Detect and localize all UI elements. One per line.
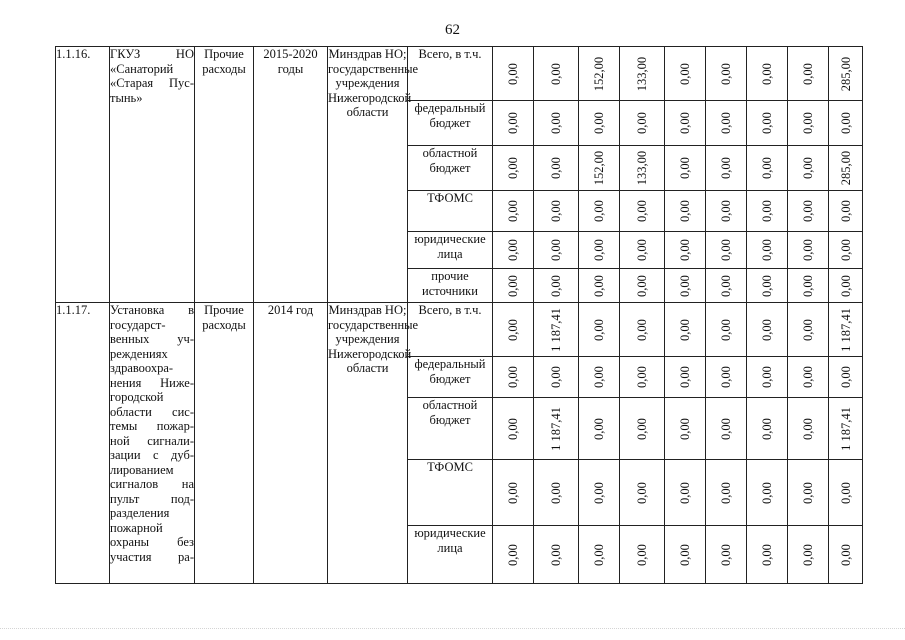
funding-value: 0,00 <box>759 318 774 341</box>
funding-value-cell <box>665 357 706 398</box>
funding-value: 0,00 <box>677 318 692 341</box>
funding-value: 0,00 <box>800 239 815 261</box>
funding-value-cell <box>747 47 788 101</box>
funding-value: 0,00 <box>718 62 733 85</box>
funding-value-cell <box>706 232 747 269</box>
funding-value: 0,00 <box>718 481 733 504</box>
funding-value-cell <box>534 146 579 191</box>
funding-value: 0,00 <box>759 239 774 261</box>
funding-value-cell <box>706 146 747 191</box>
funding-value-cell <box>493 526 534 584</box>
page-number: 62 <box>445 22 460 38</box>
funding-value-cell <box>579 526 620 584</box>
funding-value-cell <box>493 303 534 357</box>
funding-value: 0,00 <box>548 481 563 504</box>
activity-title-line: пожарной <box>110 520 163 535</box>
funding-value: 0,00 <box>634 366 649 388</box>
funding-value: 0,00 <box>800 274 815 297</box>
activity-title <box>110 303 195 584</box>
funding-value-cell <box>534 269 579 303</box>
funding-value-cell <box>747 526 788 584</box>
funding-value: 0,00 <box>800 366 815 388</box>
funding-value: 0,00 <box>591 274 606 297</box>
funding-value-cell <box>620 526 665 584</box>
funding-value-cell <box>620 303 665 357</box>
executor: Минздрав НО; государственные учреждения Нижегородской области <box>328 303 408 584</box>
expense-type: Прочие расходы <box>195 303 254 584</box>
funding-value: 0,00 <box>677 157 692 179</box>
funding-value: 152,00 <box>591 56 606 91</box>
funding-value: 0,00 <box>505 366 520 388</box>
funding-value: 133,00 <box>634 150 649 186</box>
funding-value: 0,00 <box>677 274 692 297</box>
funding-value: 0,00 <box>759 366 774 388</box>
funding-value: 1 187,41 <box>548 307 563 352</box>
funding-value-cell <box>620 398 665 460</box>
funding-value-cell <box>829 101 863 146</box>
funding-value-cell <box>620 101 665 146</box>
funding-value-cell <box>620 47 665 101</box>
funding-value-cell <box>534 526 579 584</box>
funding-value-cell <box>534 101 579 146</box>
funding-value-cell <box>829 47 863 101</box>
funding-value: 0,00 <box>718 366 733 388</box>
funding-value: 0,00 <box>800 543 815 566</box>
funding-value: 0,00 <box>838 366 853 388</box>
funding-value: 0,00 <box>718 112 733 134</box>
funding-value-cell <box>829 357 863 398</box>
funding-value: 0,00 <box>677 481 692 504</box>
funding-value: 1 187,41 <box>838 406 853 451</box>
funding-value: 0,00 <box>505 157 520 179</box>
funding-value-cell <box>579 232 620 269</box>
funding-value: 0,00 <box>548 200 563 222</box>
funding-value: 0,00 <box>718 157 733 179</box>
funding-value-cell <box>788 398 829 460</box>
funding-value-cell <box>534 460 579 526</box>
funding-value: 0,00 <box>718 318 733 341</box>
funding-value: 0,00 <box>548 239 563 261</box>
funding-value-cell <box>665 269 706 303</box>
funding-value: 0,00 <box>548 62 563 85</box>
funding-value: 0,00 <box>505 112 520 134</box>
funding-value: 0,00 <box>759 62 774 85</box>
activity-title-line: темы пожар- <box>110 419 194 433</box>
activity-title-line: области сис- <box>110 404 194 419</box>
funding-value: 0,00 <box>548 274 563 297</box>
funding-value: 0,00 <box>505 62 520 85</box>
funding-value: 0,00 <box>591 543 606 566</box>
funding-value-cell <box>829 303 863 357</box>
funding-value-cell <box>493 191 534 232</box>
funding-value: 0,00 <box>591 200 606 222</box>
activity-title-line: государст- <box>110 317 166 332</box>
funding-value-cell <box>829 191 863 232</box>
funding-value-cell <box>620 269 665 303</box>
activity-title <box>110 47 195 303</box>
funding-value: 0,00 <box>800 318 815 341</box>
funding-value-cell <box>788 191 829 232</box>
funding-value: 0,00 <box>838 112 853 134</box>
activity-title-line: тынь» <box>110 90 143 105</box>
funding-value: 152,00 <box>591 150 606 186</box>
funding-value: 0,00 <box>634 239 649 261</box>
funding-value: 0,00 <box>591 417 606 440</box>
funding-value: 0,00 <box>759 481 774 504</box>
funding-value-cell <box>747 191 788 232</box>
funding-value-cell <box>706 303 747 357</box>
scan-edge <box>0 628 905 635</box>
funding-value-cell <box>579 398 620 460</box>
funding-value: 0,00 <box>800 157 815 179</box>
funding-source: ТФОМС <box>408 460 493 526</box>
funding-value-cell <box>579 47 620 101</box>
funding-value: 0,00 <box>800 417 815 440</box>
funding-source: ТФОМС <box>408 191 493 232</box>
funding-source: федеральный бюджет <box>408 101 493 146</box>
funding-value: 0,00 <box>591 239 606 261</box>
funding-value-cell <box>788 303 829 357</box>
activity-title-line: здравоохра- <box>110 361 174 375</box>
funding-value-cell <box>706 398 747 460</box>
funding-value-cell <box>534 191 579 232</box>
funding-value: 0,00 <box>548 543 563 566</box>
funding-source: юридические лица <box>408 526 493 584</box>
funding-value-cell <box>665 47 706 101</box>
funding-value-cell <box>706 191 747 232</box>
funding-value-cell <box>829 232 863 269</box>
funding-value: 0,00 <box>718 543 733 566</box>
activity-title-line: городской <box>110 390 164 404</box>
funding-value-cell <box>620 232 665 269</box>
funding-source: юридические лица <box>408 232 493 269</box>
funding-value-cell <box>534 398 579 460</box>
funding-value: 0,00 <box>677 112 692 134</box>
funding-value-cell <box>620 460 665 526</box>
activity-title-line: ГКУЗ НО <box>110 47 194 61</box>
funding-value-cell <box>665 526 706 584</box>
activity-title-line: венных уч- <box>110 332 194 346</box>
funding-value: 1 187,41 <box>548 406 563 451</box>
funding-source: областной бюджет <box>408 146 493 191</box>
funding-value-cell <box>788 232 829 269</box>
activity-title-line: зации с дуб- <box>110 448 194 462</box>
funding-source: федеральный бюджет <box>408 357 493 398</box>
activity-title-line: «Санаторий <box>110 61 174 76</box>
funding-value-cell <box>493 398 534 460</box>
funding-value: 0,00 <box>634 481 649 504</box>
funding-value-cell <box>665 146 706 191</box>
funding-value: 0,00 <box>591 112 606 134</box>
activity-number: 1.1.16. <box>56 47 110 303</box>
funding-value: 0,00 <box>718 239 733 261</box>
funding-value-cell <box>788 101 829 146</box>
funding-value-cell <box>747 269 788 303</box>
funding-value-cell <box>747 460 788 526</box>
activity-number: 1.1.17. <box>56 303 110 584</box>
activity-title-line: участия ра- <box>110 549 194 564</box>
funding-value-cell <box>788 357 829 398</box>
funding-source: прочие источники <box>408 269 493 303</box>
funding-value: 0,00 <box>838 481 853 504</box>
activity-title-line: ной сигнали- <box>110 433 194 448</box>
funding-value-cell <box>493 146 534 191</box>
funding-value-cell <box>493 101 534 146</box>
funding-value: 0,00 <box>505 417 520 440</box>
funding-value: 0,00 <box>505 318 520 341</box>
funding-value-cell <box>747 398 788 460</box>
funding-value: 0,00 <box>800 481 815 504</box>
funding-value: 0,00 <box>800 112 815 134</box>
funding-value-cell <box>747 303 788 357</box>
funding-value-cell <box>579 357 620 398</box>
funding-value: 0,00 <box>634 200 649 222</box>
funding-value: 0,00 <box>759 417 774 440</box>
funding-value: 0,00 <box>838 239 853 261</box>
funding-value: 0,00 <box>548 157 563 179</box>
funding-value: 0,00 <box>505 274 520 297</box>
funding-value: 0,00 <box>505 200 520 222</box>
funding-value: 0,00 <box>548 366 563 388</box>
funding-value-cell <box>706 47 747 101</box>
funding-value: 0,00 <box>718 200 733 222</box>
funding-value: 285,00 <box>838 150 853 186</box>
funding-value-cell <box>579 191 620 232</box>
funding-value-cell <box>665 303 706 357</box>
program-activities-table <box>55 46 863 584</box>
funding-value: 0,00 <box>505 239 520 261</box>
funding-value-cell <box>620 146 665 191</box>
funding-value: 0,00 <box>838 543 853 566</box>
funding-value-cell <box>706 526 747 584</box>
activity-title-line: сигналов на <box>110 477 194 491</box>
funding-value-cell <box>579 269 620 303</box>
funding-value-cell <box>829 398 863 460</box>
funding-source: Всего, в т.ч. <box>408 47 493 101</box>
funding-value-cell <box>829 146 863 191</box>
funding-value-cell <box>788 47 829 101</box>
activity-title-line: Установка в <box>110 303 194 317</box>
funding-value-cell <box>788 460 829 526</box>
activity-title-line: разделения <box>110 506 170 520</box>
table-row <box>56 303 863 357</box>
funding-value-cell <box>747 146 788 191</box>
funding-value-cell <box>706 101 747 146</box>
funding-value: 0,00 <box>759 543 774 566</box>
funding-value-cell <box>665 191 706 232</box>
funding-value-cell <box>493 269 534 303</box>
funding-value: 0,00 <box>759 274 774 297</box>
funding-value: 0,00 <box>677 239 692 261</box>
funding-value-cell <box>579 303 620 357</box>
activity-title-line: «Старая Пус- <box>110 76 194 90</box>
funding-value: 133,00 <box>634 56 649 91</box>
table-row <box>56 47 863 101</box>
funding-value: 285,00 <box>838 56 853 91</box>
funding-source: областной бюджет <box>408 398 493 460</box>
funding-value: 0,00 <box>759 157 774 179</box>
funding-value-cell <box>493 357 534 398</box>
funding-value: 0,00 <box>634 318 649 341</box>
funding-value-cell <box>706 269 747 303</box>
funding-value: 0,00 <box>548 112 563 134</box>
funding-value: 0,00 <box>677 543 692 566</box>
funding-value-cell <box>788 146 829 191</box>
funding-value: 0,00 <box>718 417 733 440</box>
funding-value-cell <box>493 232 534 269</box>
funding-value: 0,00 <box>800 200 815 222</box>
funding-value-cell <box>665 101 706 146</box>
funding-value-cell <box>493 460 534 526</box>
executor: Минздрав НО; государственные учреждения Нижегородской области <box>328 47 408 303</box>
funding-value-cell <box>747 101 788 146</box>
funding-value-cell <box>665 460 706 526</box>
funding-value: 0,00 <box>505 481 520 504</box>
funding-value: 0,00 <box>800 62 815 85</box>
funding-value-cell <box>579 146 620 191</box>
funding-value-cell <box>620 357 665 398</box>
funding-value-cell <box>620 191 665 232</box>
funding-value-cell <box>829 269 863 303</box>
funding-value: 0,00 <box>634 112 649 134</box>
funding-value: 0,00 <box>838 200 853 222</box>
funding-value-cell <box>747 357 788 398</box>
funding-value-cell <box>534 303 579 357</box>
funding-value-cell <box>706 357 747 398</box>
funding-value: 0,00 <box>677 366 692 388</box>
funding-value: 0,00 <box>677 62 692 85</box>
activity-title-line: лированием <box>110 462 174 477</box>
funding-value: 0,00 <box>634 274 649 297</box>
funding-value: 1 187,41 <box>838 307 853 352</box>
funding-value-cell <box>788 526 829 584</box>
funding-value: 0,00 <box>759 200 774 222</box>
funding-value: 0,00 <box>591 481 606 504</box>
funding-value: 0,00 <box>838 274 853 297</box>
funding-value: 0,00 <box>591 366 606 388</box>
activity-title-line: реждениях <box>110 346 168 361</box>
funding-value-cell <box>829 460 863 526</box>
funding-value: 0,00 <box>677 200 692 222</box>
funding-value-cell <box>788 269 829 303</box>
funding-value: 0,00 <box>718 274 733 297</box>
funding-value: 0,00 <box>759 112 774 134</box>
implementation-period: 2015-2020 годы <box>254 47 328 303</box>
funding-value: 0,00 <box>505 543 520 566</box>
funding-value-cell <box>829 526 863 584</box>
funding-value: 0,00 <box>677 417 692 440</box>
funding-value-cell <box>579 460 620 526</box>
activity-title-line: нения Ниже- <box>110 375 194 390</box>
funding-value-cell <box>665 232 706 269</box>
funding-value-cell <box>747 232 788 269</box>
funding-value: 0,00 <box>591 318 606 341</box>
funding-value-cell <box>706 460 747 526</box>
funding-value: 0,00 <box>634 417 649 440</box>
expense-type: Прочие расходы <box>195 47 254 303</box>
funding-value-cell <box>534 47 579 101</box>
funding-value-cell <box>534 357 579 398</box>
funding-value-cell <box>534 232 579 269</box>
funding-value-cell <box>493 47 534 101</box>
funding-value-cell <box>579 101 620 146</box>
activity-title-line: охраны без <box>110 535 194 549</box>
funding-source: Всего, в т.ч. <box>408 303 493 357</box>
funding-value-cell <box>665 398 706 460</box>
implementation-period: 2014 год <box>254 303 328 584</box>
funding-value: 0,00 <box>634 543 649 566</box>
activity-title-line: пульт под- <box>110 491 194 506</box>
